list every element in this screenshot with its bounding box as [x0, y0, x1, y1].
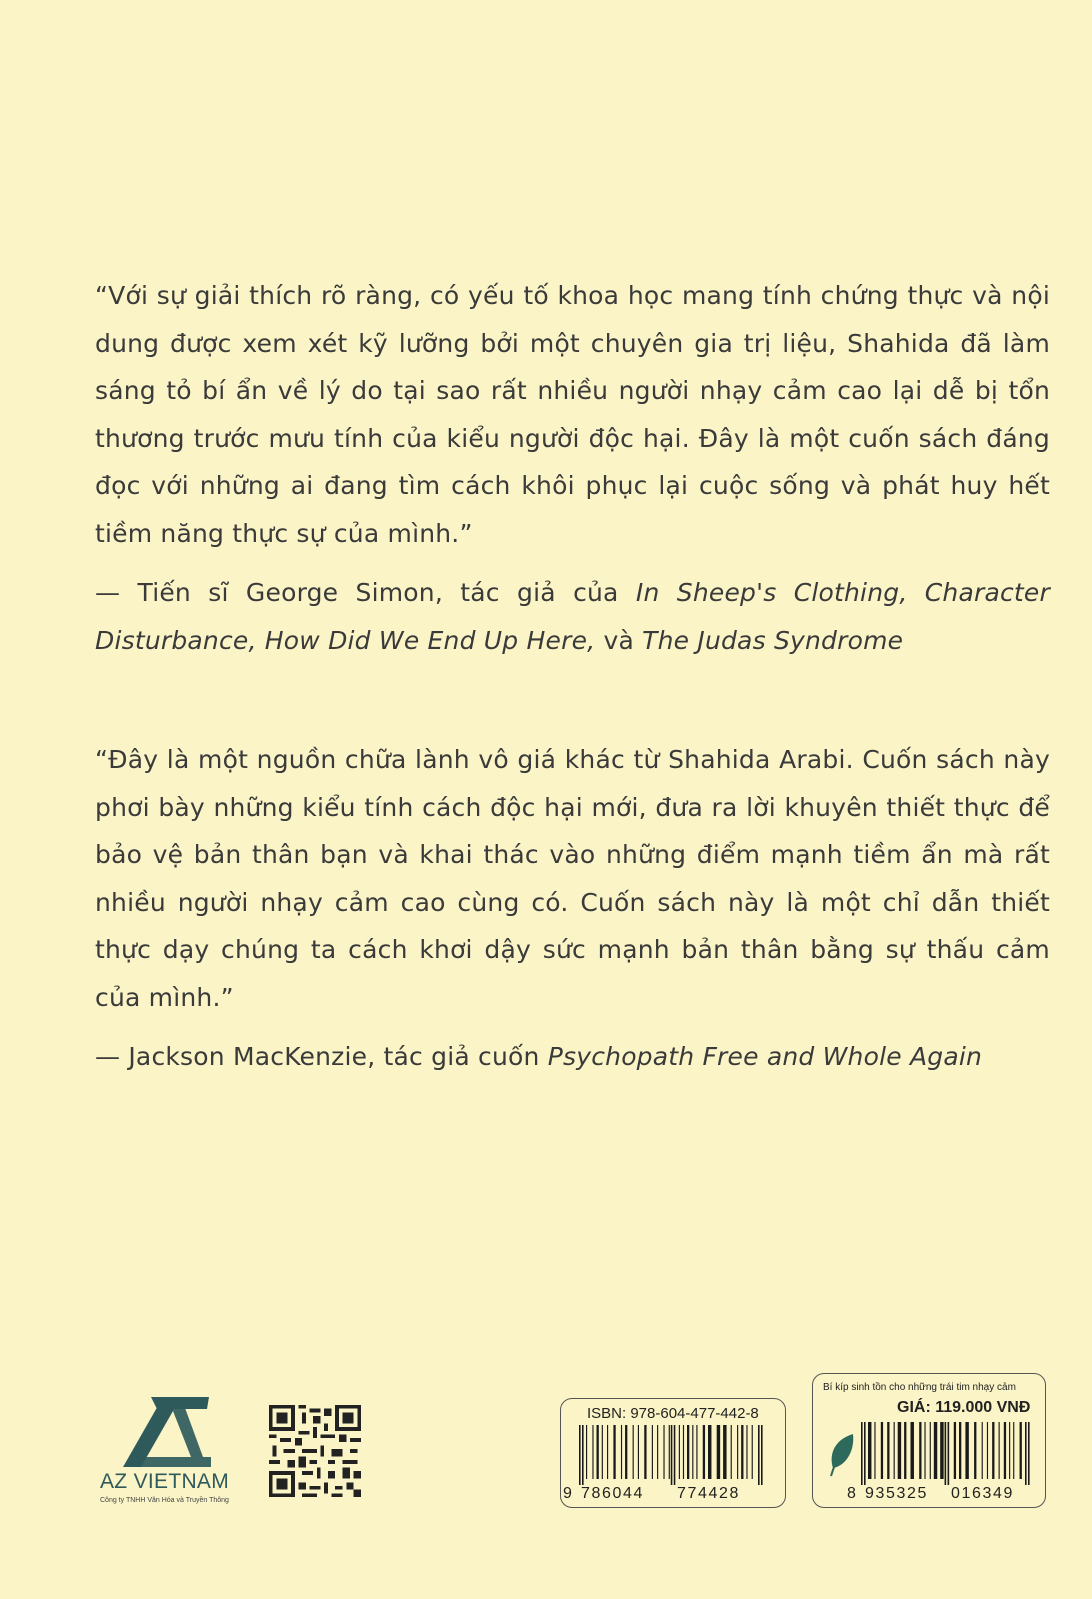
quote-2-text: “Đây là một nguồn chữa lành vô giá khác từ Shahida Arabi. Cuốn sách này phơi bày những kiểu tính cách độc hại mới, đưa ra lời khuyên thiết thực để bảo vệ bản thân bạn và khai thác vào những điểm mạnh tiềm ẩn mà rất nhiều người nhạy cảm cao cùng có. Cuốn sách này là một chỉ dẫn thiết thực dạy chúng ta cách khơi dậy sức mạnh bản thân bằng sự thấu cảm của mình.” [95, 745, 1050, 1012]
leaf-icon [827, 1432, 857, 1478]
barcode-guard-bar [948, 1422, 950, 1485]
barcode-bar [987, 1422, 988, 1479]
price-digit-lead: 8 [847, 1485, 858, 1502]
barcode-bar [669, 1425, 670, 1479]
barcode-bar [924, 1422, 925, 1479]
barcode-guard-bar [864, 1422, 866, 1485]
barcode-bar [992, 1422, 994, 1479]
barcode-bar [692, 1425, 693, 1479]
attribution-prefix: — Tiến sĩ George Simon, tác giả của [95, 578, 636, 607]
barcode-guard-bar [582, 1425, 584, 1485]
qr-code-icon [269, 1405, 361, 1497]
barcode-bar [934, 1422, 937, 1479]
barcode-guard-bar [861, 1422, 863, 1485]
barcode-guard-bar [1025, 1422, 1027, 1485]
publisher-name: AZ VIETNAM [100, 1470, 230, 1493]
barcode-bar [930, 1422, 931, 1479]
barcode-bar [586, 1425, 587, 1479]
quote-1 [95, 272, 1050, 664]
barcode-bar [717, 1425, 720, 1479]
barcode-bar [633, 1425, 634, 1479]
barcode-bar [625, 1425, 627, 1479]
barcode-bar [982, 1422, 983, 1479]
isbn-label: ISBN: 978-604-477-442-8 [587, 1405, 759, 1422]
barcode-bar [868, 1422, 871, 1479]
isbn-barcode-icon [579, 1425, 764, 1485]
barcode-bar [959, 1422, 961, 1479]
barcode-bar [881, 1422, 883, 1479]
price-label: GIÁ: 119.000 VNĐ [897, 1399, 1031, 1416]
barcode-bar [752, 1425, 753, 1479]
barcode-guard-bar [761, 1425, 763, 1485]
cited-works: Psychopath Free and Whole Again [547, 1042, 983, 1071]
publisher-subtitle: Công ty TNHH Văn Hóa và Truyền Thông [100, 1497, 229, 1504]
attribution-prefix: — Jackson MacKenzie, tác giả cuốn [95, 1042, 548, 1071]
cited-works: In Sheep's Clothing, Character Disturbance, How Did We End Up Here, [95, 578, 1050, 655]
price-digits-left: 935325 [865, 1485, 928, 1502]
barcode-bar [696, 1425, 697, 1479]
barcode-bar [644, 1425, 646, 1479]
barcode-bar [965, 1422, 968, 1479]
barcode-bar [898, 1422, 901, 1479]
barcode-bar [621, 1425, 622, 1479]
cited-work: The Judas Syndrome [642, 625, 904, 655]
isbn-digits-left: 786044 [581, 1485, 644, 1502]
barcode-bar [652, 1425, 653, 1479]
price-barcode-icon [861, 1422, 1031, 1485]
barcode-bar [1009, 1422, 1010, 1479]
barcode-bar [904, 1422, 906, 1479]
barcode-bar [1013, 1422, 1014, 1479]
barcode-bar [974, 1422, 976, 1479]
barcode-bar [911, 1422, 914, 1479]
isbn-digit-lead: 9 [563, 1485, 574, 1502]
series-title: Bí kíp sinh tồn cho những trái tim nhạy cảm [823, 1382, 1016, 1393]
price-digits-right: 016349 [951, 1485, 1014, 1502]
barcode-guard-bar [1028, 1422, 1030, 1485]
quote-2 [95, 736, 1050, 1081]
quote-1-attribution [95, 569, 1050, 664]
barcode-guard-bar [671, 1425, 673, 1485]
barcode-bar [602, 1425, 603, 1479]
barcode-bar [737, 1425, 738, 1479]
barcode-bar [894, 1422, 895, 1479]
barcode-bar [741, 1425, 743, 1479]
barcode-guard-bar [758, 1425, 760, 1485]
barcode-bar [592, 1425, 593, 1479]
barcode-bar [1004, 1422, 1006, 1479]
barcode-bar [887, 1422, 889, 1479]
barcode-bar [613, 1425, 615, 1479]
barcode-bar [687, 1425, 689, 1479]
barcode-bar [919, 1422, 921, 1479]
barcode-bar [746, 1425, 747, 1479]
barcode-bar [597, 1425, 599, 1479]
isbn-digits-right: 774428 [677, 1485, 740, 1502]
barcode-bar [999, 1422, 1000, 1479]
barcode-bar [607, 1425, 608, 1479]
barcode-bar [940, 1422, 943, 1479]
barcode-bar [657, 1425, 658, 1479]
barcode-bar [954, 1422, 956, 1479]
barcode-bar [638, 1425, 639, 1479]
barcode-bar [723, 1425, 726, 1479]
price-barcode-box [812, 1373, 1046, 1508]
barcode-bar [679, 1425, 680, 1479]
barcode-bar [874, 1422, 875, 1479]
barcode-bar [1020, 1422, 1022, 1479]
quote-1-text: “Với sự giải thích rõ ràng, có yếu tố khoa học mang tính chứng thực và nội dung được xem xét kỹ lưỡng bởi một chuyên gia trị liệu, Shahida đã làm sáng tỏ bí ẩn về lý do tại sao rất nhiều người nhạy cảm cao lại dễ bị tổn thương trước mưu tính của kiểu người độc hại. Đây là một cuốn sách đáng đọc với những ai đang tìm cách khôi phục lại cuộc sống và phát huy hết tiềm năng thực sự của mình.” [95, 281, 1050, 548]
barcode-guard-bar [945, 1422, 947, 1485]
isbn-barcode-box [560, 1398, 786, 1508]
barcode-bar [703, 1425, 705, 1479]
barcode-guard-bar [579, 1425, 581, 1485]
barcode-bar [683, 1425, 684, 1479]
barcode-bar [731, 1425, 732, 1479]
barcode-bar [708, 1425, 711, 1479]
quote-2-attribution [95, 1033, 1050, 1081]
barcode-guard-bar [674, 1425, 676, 1485]
attribution-connector: và [595, 625, 643, 655]
barcode-bar [663, 1425, 664, 1479]
